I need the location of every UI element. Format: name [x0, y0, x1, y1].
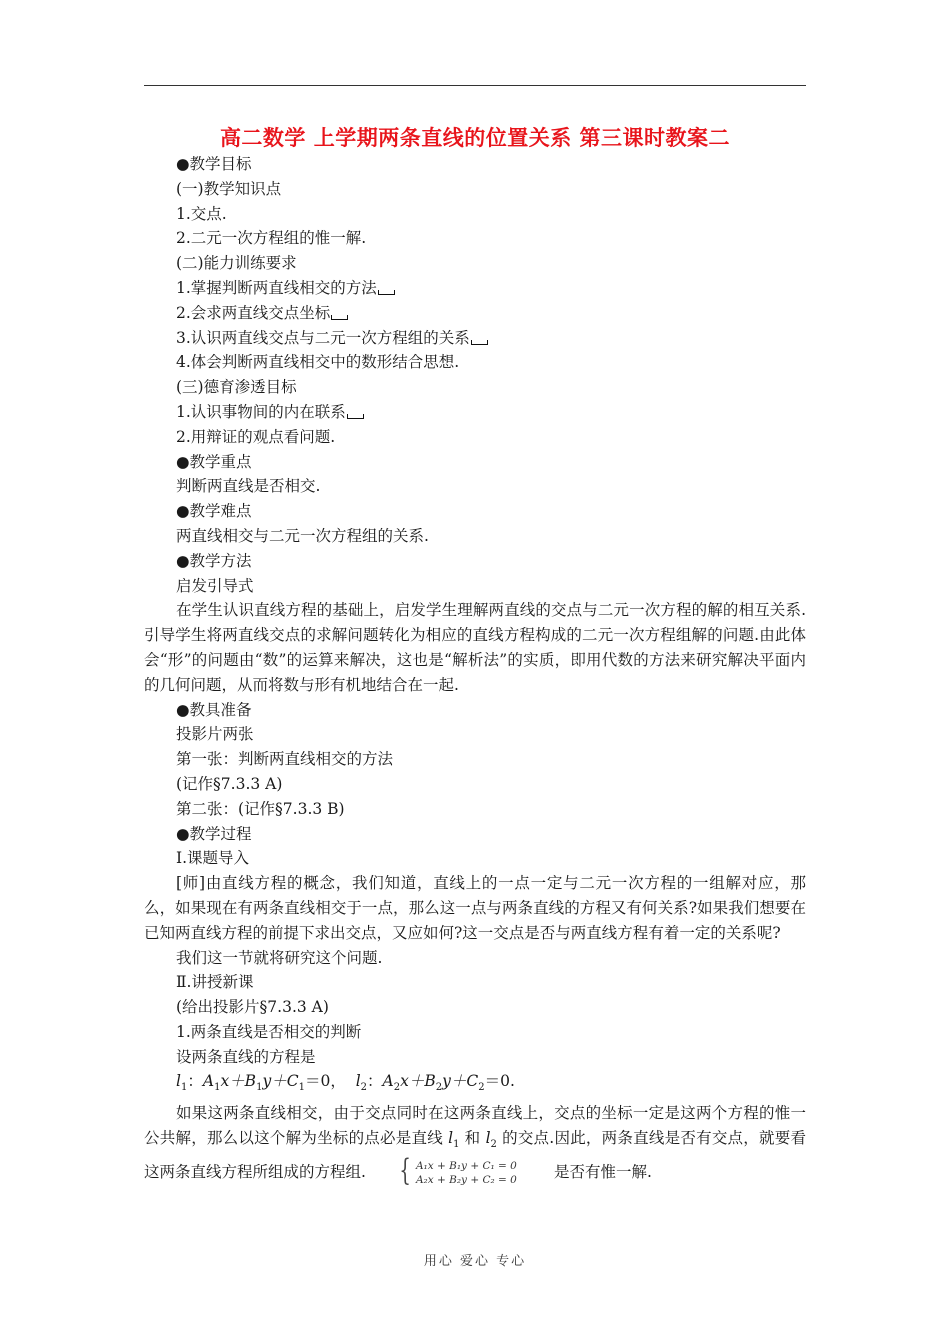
- system-eq-1: A₁x + B₁y + C₁ = 0: [415, 1160, 517, 1173]
- document-body: [144, 152, 806, 1188]
- page-footer: 用心 爱心 专心: [423, 1254, 527, 1269]
- heading-teaching-goals: ●教学目标: [176, 155, 252, 173]
- line-l2-label: l: [355, 1072, 361, 1091]
- subscript: 1: [256, 1082, 263, 1094]
- body-line: 两直线相交与二元一次方程组的关系.: [176, 526, 429, 545]
- footnote-mark-icon: [378, 290, 395, 295]
- paragraph-intersection: [144, 1101, 806, 1188]
- subscript: 2: [393, 1082, 401, 1094]
- eq-end: ＝0.: [484, 1072, 515, 1091]
- body-line: 判断两直线是否相交.: [176, 477, 321, 496]
- system-eq-2: A₂x + B₂y + C₂ = 0: [415, 1174, 517, 1187]
- paragraph-method-description: 在学生认识直线方程的基础上，启发学生理解两直线的交点与二元一次方程的解的相互关系.引导学生将两直线交点的求解问题转化为相应的直线方程构成的二元一次方程组解的问题.由此体会“形”的问题由“数”的运算来解决，这也是“解析法”的实质，即用代数的方法来研究解决平面内的几何问题，从而将数与形有机地结合在一起.: [144, 601, 806, 694]
- list-item: 2.二元一次方程组的惟一解.: [176, 229, 367, 248]
- subscript: 1: [298, 1082, 305, 1094]
- heading-difficulties: ●教学难点: [176, 502, 252, 521]
- eq-term: y＋C: [262, 1072, 299, 1091]
- eq-term: A: [382, 1072, 394, 1091]
- subscript: 2: [435, 1082, 443, 1094]
- heading-key-points: ●教学重点: [176, 452, 252, 471]
- section-new-lesson: Ⅱ.讲授新课: [176, 973, 254, 992]
- subscript: 1: [180, 1082, 188, 1094]
- body-line: (给出投影片§7.3.3 A): [176, 998, 329, 1017]
- eq-term: A: [202, 1072, 215, 1091]
- body-line: 我们这一节就将研究这个问题.: [176, 948, 383, 967]
- list-item-text: 3.认识两直线交点与二元一次方程组的关系: [176, 328, 470, 347]
- page-title: 高二数学 上学期两条直线的位置关系 第三课时教案二: [219, 125, 731, 150]
- brace-icon: {: [399, 1153, 411, 1189]
- list-item: [144, 326, 806, 351]
- body-line: 启发引导式: [176, 576, 254, 595]
- text-run: 如果这两条直线相交，由于交点同时在这两条直线上，交点的坐标一定是这两个方程的惟一公共解，那么以这个解为坐标的点必是直线: [144, 1104, 806, 1148]
- body-line: 设两条直线的方程是: [176, 1047, 316, 1066]
- header-rule: [144, 85, 806, 86]
- body-line: 投影片两张: [176, 725, 254, 744]
- eq-term: y＋C: [442, 1072, 479, 1091]
- body-line: 第二张：(记作§7.3.3 B): [176, 799, 345, 818]
- eq-term: x＋B: [400, 1072, 436, 1091]
- footnote-mark-icon: [331, 315, 348, 320]
- colon: ：: [187, 1072, 203, 1091]
- subheading-knowledge: (一)教学知识点: [176, 179, 282, 198]
- subscript: 2: [490, 1139, 497, 1151]
- footnote-mark-icon: [471, 340, 488, 345]
- body-line: (记作§7.3.3 A): [176, 774, 283, 793]
- list-item: 2.用辩证的观点看问题.: [176, 427, 336, 446]
- list-item: 1.交点.: [176, 204, 227, 223]
- subscript: 1: [453, 1139, 460, 1151]
- eq-term: x＋B: [220, 1072, 257, 1091]
- subheading-ability: (二)能力训练要求: [176, 254, 297, 273]
- subscript: 2: [478, 1082, 485, 1094]
- equation-system: [370, 1153, 550, 1189]
- subheading-moral: (三)德育渗透目标: [176, 378, 297, 397]
- symbol-l1: l: [448, 1129, 454, 1148]
- list-item: [144, 301, 806, 326]
- list-item: [144, 400, 806, 425]
- footnote-mark-icon: [347, 414, 364, 419]
- eq-end: ＝0，: [304, 1072, 346, 1091]
- list-item-text: 1.认识事物间的内在联系: [176, 402, 346, 421]
- heading-methods: ●教学方法: [176, 551, 252, 570]
- text-run: 是否有惟一解.: [553, 1163, 652, 1182]
- symbol-l2: l: [485, 1129, 491, 1148]
- list-item: [144, 276, 806, 301]
- text-run: 的交点.因此，两条直线是否有交点，就要看这两条直线方程所组成的方程组.: [144, 1129, 807, 1182]
- colon: ：: [367, 1072, 383, 1091]
- heading-process: ●教学过程: [176, 824, 252, 843]
- line-l1-label: l: [176, 1072, 181, 1091]
- subscript: 2: [360, 1082, 368, 1094]
- heading-materials: ●教具准备: [176, 700, 252, 719]
- subscript: 1: [214, 1082, 221, 1094]
- paragraph-teacher-intro: [师]由直线方程的概念，我们知道，直线上的一点一定与二元一次方程的一组解对应，那么，如果现在有两条直线相交于一点，那么这一点与两条直线的方程又有何关系?如果我们想要在已知两直线方程的前提下求出交点，又应如何?这一交点是否与两直线方程有着一定的关系呢?: [144, 874, 806, 942]
- body-line: 1.两条直线是否相交的判断: [176, 1022, 362, 1041]
- list-item-text: 2.会求两直线交点坐标: [176, 303, 331, 322]
- list-item-text: 1.掌握判断两直线相交的方法: [176, 278, 377, 297]
- body-line: 第一张：判断两直线相交的方法: [176, 750, 394, 769]
- list-item: 4.体会判断两直线相交中的数形结合思想.: [176, 353, 460, 372]
- text-run: 和: [459, 1129, 486, 1148]
- line-equations: [144, 1069, 806, 1101]
- section-intro: Ⅰ.课题导入: [176, 849, 250, 868]
